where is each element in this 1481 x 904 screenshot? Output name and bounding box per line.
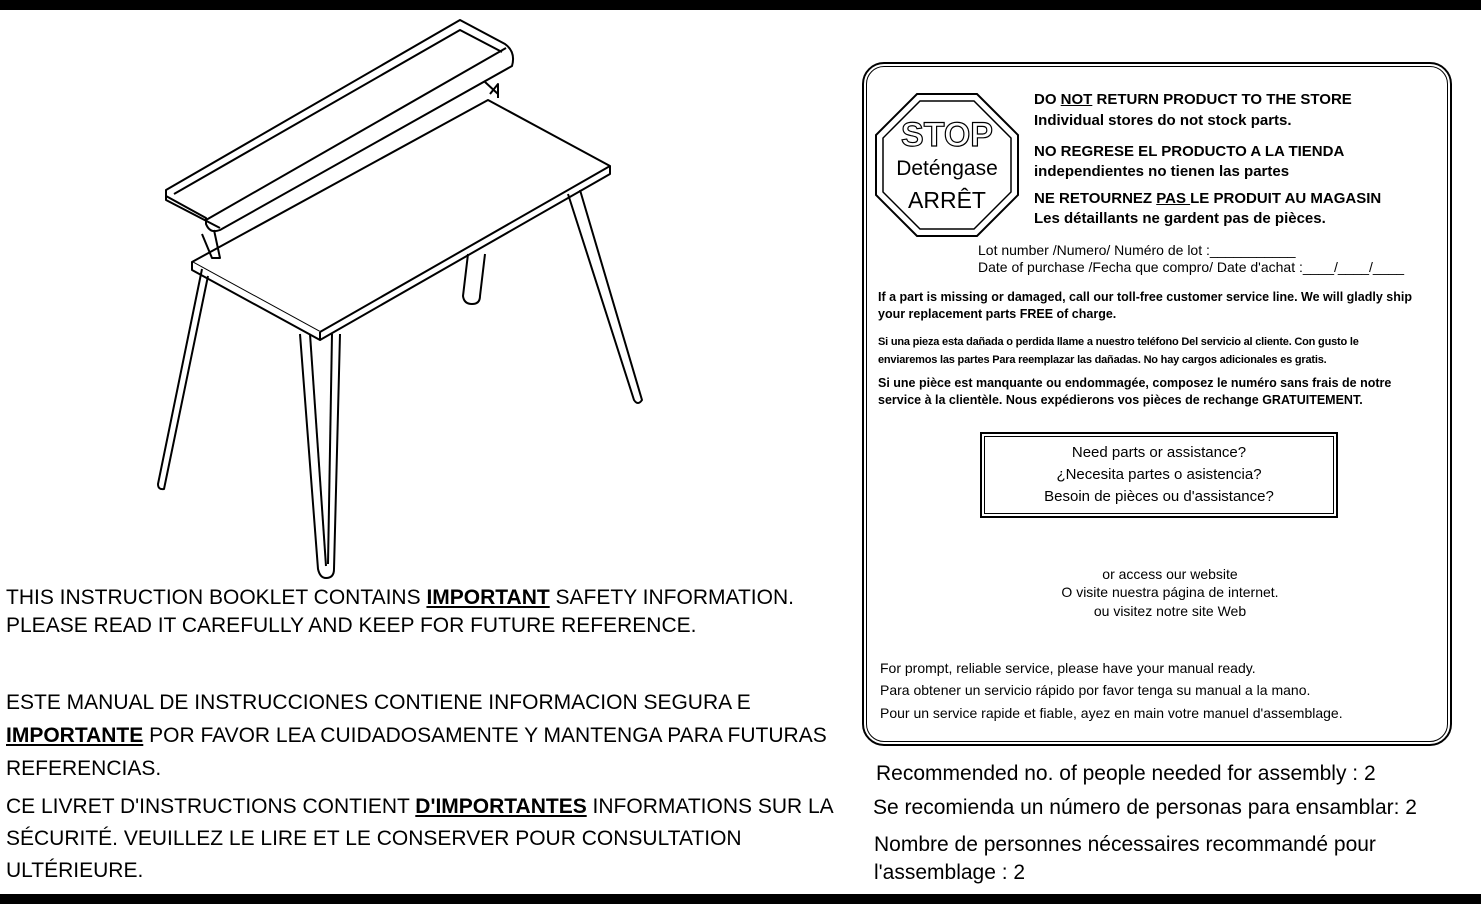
notice-en-sub: Individual stores do not stock parts. <box>1034 112 1292 129</box>
notice-es-heading: NO REGRESE EL PRODUCTO A LA TIENDA <box>1034 143 1345 160</box>
people-needed-en: Recommended no. of people needed for assembly : 2 <box>876 762 1376 785</box>
assistance-box <box>984 436 1334 514</box>
website-fr: ou visitez notre site Web <box>1093 603 1247 619</box>
website-es: O visite nuestra página de internet. <box>1061 584 1279 600</box>
lot-number-line: Lot number /Numero/ Numéro de lot :___________ <box>978 242 1296 258</box>
safety-warning-en: THIS INSTRUCTION BOOKLET CONTAINS IMPORTANT SAFETY INFORMATION. PLEASE READ IT CAREFULLY AND KEEP FOR FUTURE REFERENCE. <box>6 586 794 637</box>
stop-sign-line3: ARRÊT <box>908 187 986 213</box>
notice-en-heading: DO NOT RETURN PRODUCT TO THE STORE <box>1034 91 1352 108</box>
top-border-bar <box>0 0 1481 10</box>
safety-warning-fr: CE LIVRET D'INSTRUCTIONS CONTIENT D'IMPORTANTES INFORMATIONS SUR LA SÉCURITÉ. VEUILLEZ LE LIRE ET LE CONSERVER POUR CONSULTATION ULTÉRIEURE. <box>6 795 833 882</box>
assistance-fr: Besoin de pièces ou d'assistance? <box>1044 488 1274 505</box>
notice-fr-sub: Les détaillants ne gardent pas de pièces. <box>1034 210 1326 227</box>
notice-fr-heading: NE RETOURNEZ PAS LE PRODUIT AU MAGASIN <box>1034 190 1382 207</box>
people-needed-fr: Nombre de personnes nécessaires recommandé pour l'assemblage : 2 <box>874 833 1376 884</box>
assistance-en: Need parts or assistance? <box>1071 444 1247 461</box>
service-fr: Pour un service rapide et fiable, ayez en main votre manuel d'assemblage. <box>880 705 1343 721</box>
safety-warning-es: ESTE MANUAL DE INSTRUCCIONES CONTIENE INFORMACION SEGURA E IMPORTANTE POR FAVOR LEA CUIDADOSAMENTE Y MANTENGA PARA FUTURAS REFERENCIAS. <box>6 691 827 780</box>
service-en: For prompt, reliable service, please have your manual ready. <box>880 660 1256 676</box>
notice-es-sub: independientes no tienen las partes <box>1034 163 1290 180</box>
stop-sign-icon <box>874 92 1020 238</box>
missing-part-en: If a part is missing or damaged, call our toll-free customer service line. We will gladly ship your replacement parts FREE of charge. <box>878 290 1412 321</box>
stop-sign-line1: STOP <box>901 116 993 154</box>
stop-sign-line2: Deténgase <box>896 157 998 180</box>
purchase-date-line: Date of purchase /Fecha que compro/ Date d'achat :____/____/____ <box>978 259 1405 275</box>
assistance-es: ¿Necesita partes o asistencia? <box>1056 466 1262 483</box>
desk-illustration <box>150 14 660 586</box>
missing-part-fr: Si une pièce est manquante ou endommagée, composez le numéro sans frais de notre service à la clientèle. Nous expédierons vos pièces de rechange GRATUITEMENT. <box>878 376 1392 407</box>
service-es: Para obtener un servicio rápido por favor tenga su manual a la mano. <box>880 682 1311 698</box>
bottom-border-bar <box>0 894 1481 904</box>
people-needed-es: Se recomienda un número de personas para ensamblar: 2 <box>873 796 1417 819</box>
website-en: or access our website <box>1102 566 1238 582</box>
missing-part-es: Si una pieza esta dañada o perdida llame a nuestro teléfono Del servicio al cliente. Con gusto le enviaremos las partes Para reemplazar las dañadas. No hay cargos adicionales es gratis. <box>878 336 1359 366</box>
